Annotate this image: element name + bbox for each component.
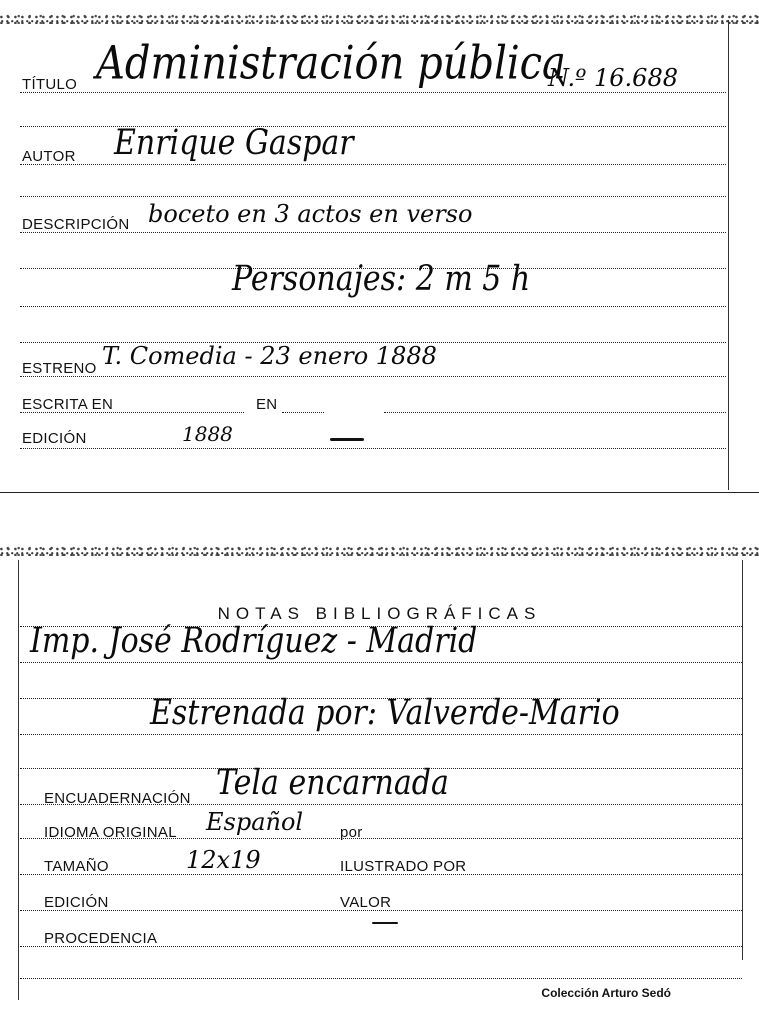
descripcion-label: DESCRIPCIÓN bbox=[22, 216, 130, 233]
rule-estreno bbox=[20, 376, 726, 377]
por-label: por bbox=[340, 824, 363, 841]
en-label: EN bbox=[256, 396, 278, 413]
card-left-edge bbox=[18, 560, 19, 1000]
encuadernacion-label: ENCUADERNACIÓN bbox=[44, 790, 191, 807]
titulo-value: Administración pública bbox=[96, 37, 566, 90]
rule-2 bbox=[20, 196, 726, 197]
encuadernacion-value: Tela encarnada bbox=[216, 762, 449, 803]
tamano-label: TAMAÑO bbox=[44, 858, 109, 875]
nota-line-1: Imp. José Rodríguez - Madrid bbox=[30, 620, 478, 661]
rule-en bbox=[282, 412, 324, 413]
ilustrado-label: ILUSTRADO POR bbox=[340, 858, 467, 875]
rule-autor bbox=[20, 164, 726, 165]
idioma-label: IDIOMA ORIGINAL bbox=[44, 824, 177, 841]
personajes-value: Personajes: 2 m 5 h bbox=[232, 258, 531, 299]
estreno-label: ESTRENO bbox=[22, 360, 97, 377]
rule-personajes bbox=[20, 306, 726, 307]
edicion-label: EDICIÓN bbox=[22, 430, 87, 447]
ink-mark bbox=[330, 438, 364, 441]
numero-value: N.º 16.688 bbox=[548, 64, 678, 92]
rule-edicion bbox=[20, 448, 726, 449]
rule-notas-4 bbox=[20, 734, 742, 735]
catalog-card-1 bbox=[0, 0, 759, 492]
nota-line-2: Estrenada por: Valverde-Mario bbox=[150, 692, 620, 733]
ink-mark-2 bbox=[372, 922, 398, 924]
idioma-value: Español bbox=[206, 808, 304, 836]
autor-label: AUTOR bbox=[22, 148, 76, 165]
rule-last bbox=[20, 978, 742, 979]
edicion-value: 1888 bbox=[182, 422, 233, 446]
tamano-value: 12x19 bbox=[186, 846, 261, 874]
escrita-label: ESCRITA EN bbox=[22, 396, 114, 413]
rule-notas-2 bbox=[20, 662, 742, 663]
rule-escrita-right bbox=[384, 412, 726, 413]
edicion-label-2: EDICIÓN bbox=[44, 894, 109, 911]
card-divider bbox=[0, 492, 759, 493]
estreno-value: T. Comedia - 23 enero 1888 bbox=[102, 342, 437, 370]
card-right-edge bbox=[728, 20, 729, 490]
card-top-edge-2 bbox=[0, 546, 759, 556]
autor-value: Enrique Gaspar bbox=[114, 122, 354, 163]
valor-label: VALOR bbox=[340, 894, 392, 911]
card-top-edge bbox=[0, 14, 759, 24]
procedencia-label: PROCEDENCIA bbox=[44, 930, 158, 947]
titulo-label: TÍTULO bbox=[22, 76, 78, 93]
notas-title: NOTAS BIBLIOGRÁFICAS bbox=[217, 604, 542, 623]
rule-titulo bbox=[20, 92, 726, 93]
coleccion-stamp: Colección Arturo Sedó bbox=[541, 986, 671, 1000]
descripcion-value: boceto en 3 actos en verso bbox=[148, 200, 473, 228]
